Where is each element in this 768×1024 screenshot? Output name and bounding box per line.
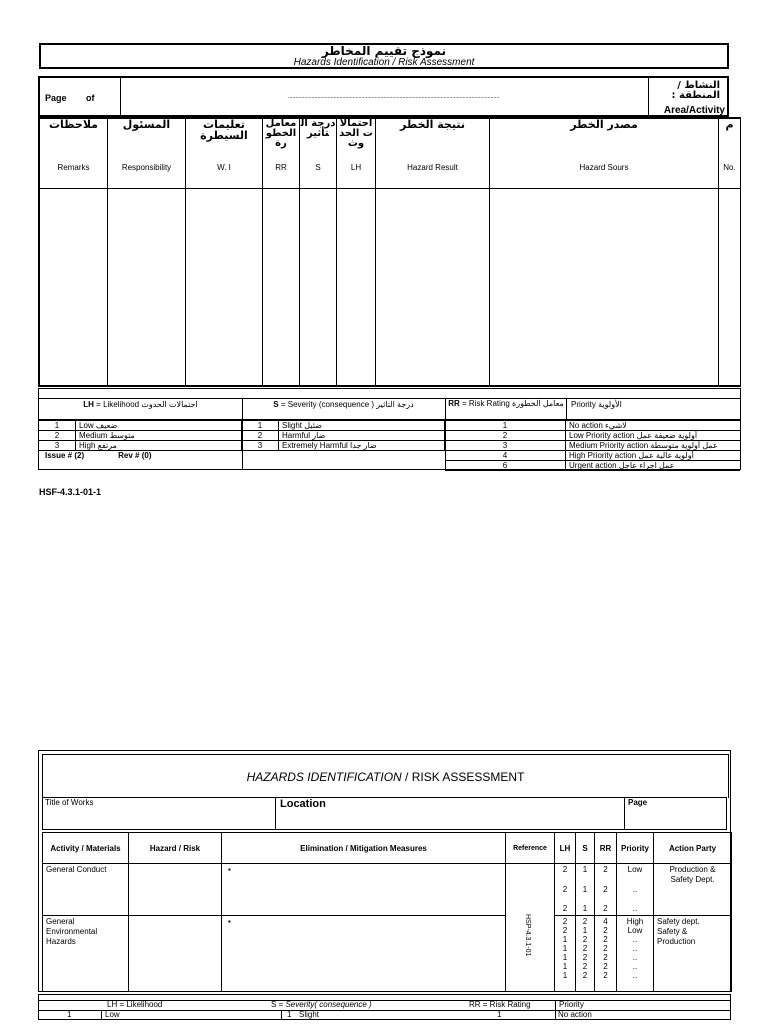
area-label-cell — [648, 78, 728, 115]
col-responsibility-en: Responsibility — [121, 163, 172, 172]
area-label-en: Area/Activity — [663, 105, 725, 116]
col-no — [719, 119, 741, 189]
lh-value: 2 — [562, 904, 568, 913]
form1-code: HSF-4.3.1-01-1 — [39, 487, 102, 497]
page-cell: Page — [628, 798, 648, 807]
legend-lh-block — [39, 399, 243, 469]
of-label: of — [86, 93, 95, 103]
cell-wi[interactable] — [186, 189, 263, 386]
rr-row-n: 6 — [445, 461, 566, 471]
f2-legend-s-label: S = — [271, 1000, 286, 1009]
legend-lh-label: LH — [83, 400, 94, 409]
s-cell — [576, 864, 595, 916]
lh-value: 2 — [562, 865, 568, 874]
rr-value: 2 — [603, 885, 608, 894]
col-responsibility — [108, 119, 186, 189]
rr-value: 2 — [603, 971, 608, 980]
legend-rr-head-text — [445, 400, 567, 408]
col-rr-ar: معامل الخطورة — [265, 119, 297, 149]
bullet-icon: ▪ — [228, 917, 231, 926]
th-s: S — [576, 833, 595, 864]
lh-value: 1 — [562, 971, 568, 980]
rev-number: Rev # (0) — [118, 451, 152, 460]
issue-rev — [39, 451, 242, 460]
rr-value: 2 — [603, 953, 608, 962]
f2-legend-row-line — [39, 1010, 730, 1011]
f2-row-n1: 1 — [67, 1010, 72, 1019]
s-row-t: Slight ضئيل — [279, 421, 445, 431]
col-hazard-source — [490, 119, 719, 189]
col-hazard-result-ar: نتيجة الخطر — [400, 118, 465, 131]
mitigation-cell[interactable] — [222, 864, 506, 916]
form1-grid — [38, 117, 741, 387]
s-row-t: Extremely Harmful ضار جدا — [279, 441, 445, 451]
lh-row-t: High مرتفع — [76, 441, 242, 451]
col-remarks-ar: ملاحظات — [49, 118, 98, 131]
lh-value: 1 — [562, 953, 568, 962]
party-value: Safety dept. — [657, 917, 700, 926]
lh-cell — [555, 864, 576, 916]
col-lh-en: LH — [350, 163, 362, 172]
f2-row-t3: No action — [558, 1010, 592, 1019]
f2-legend-rr: RR = Risk Rating — [469, 1000, 531, 1009]
col-lh — [337, 119, 376, 189]
cell-hazard-result[interactable] — [376, 189, 490, 386]
rr-value: 4 — [603, 917, 608, 926]
col-wi-ar: تعليمات السيطرة — [200, 118, 248, 142]
cell-s[interactable] — [300, 189, 337, 386]
rr-value: 2 — [603, 944, 608, 953]
priority-value: .. — [632, 962, 638, 971]
s-value: 2 — [582, 962, 588, 971]
lh-value: 2 — [562, 917, 568, 926]
activity-cell: General Conduct — [43, 864, 129, 916]
reference-cell — [506, 864, 555, 992]
form2-title — [43, 770, 728, 784]
bullet-icon: ▪ — [228, 865, 231, 874]
lh-value: 1 — [562, 944, 568, 953]
rr-cell — [595, 864, 617, 916]
s-value: 1 — [582, 926, 588, 935]
lh-value: 2 — [562, 885, 568, 894]
cell-no[interactable] — [719, 189, 741, 386]
location-cell — [275, 798, 625, 829]
col-hazard-source-ar: مصدر الخطر — [570, 118, 638, 131]
legend-priority-head: Priority الأولوية — [566, 399, 622, 419]
legend-rr-text: = Risk Rating معامل الخطورة — [459, 399, 564, 408]
priority-cell — [617, 864, 654, 916]
col-s-ar: درجة التأثير — [300, 119, 336, 139]
lh-row-t: Medium متوسط — [76, 431, 242, 441]
legend-rr-table — [445, 420, 740, 471]
party-value: Production & — [669, 865, 716, 874]
form2-title-right: / RISK ASSESSMENT — [401, 770, 525, 784]
s-row-n: 2 — [242, 431, 279, 441]
legend-lh-table — [39, 420, 242, 451]
s-value: 1 — [582, 904, 588, 913]
rr-row-n: 3 — [445, 441, 566, 451]
s-value: 1 — [582, 865, 588, 874]
rr-row-t: Medium Priority action عمل أولوية متوسطة — [566, 441, 741, 451]
lh-row-n: 3 — [39, 441, 76, 451]
legend-top-strip — [39, 389, 740, 399]
th-rr: RR — [595, 833, 617, 864]
col-wi — [186, 119, 263, 189]
col-hazard-result-en: Hazard Result — [407, 163, 458, 172]
priority-value: .. — [632, 953, 638, 962]
priority-value: Low — [627, 926, 643, 935]
cell-rr[interactable] — [263, 189, 300, 386]
form2-row-env-hazards[interactable] — [43, 916, 732, 992]
th-activity: Activity / Materials — [43, 833, 129, 864]
priority-value: High — [626, 917, 644, 926]
lh-cell — [555, 916, 576, 992]
rr-value: 2 — [603, 865, 608, 874]
rr-row-n: 2 — [445, 431, 566, 441]
col-rr — [263, 119, 300, 189]
cell-remarks[interactable] — [40, 189, 108, 386]
s-row-t: Harmful ضار — [279, 431, 445, 441]
title-of-works: Title of Works — [45, 798, 94, 807]
form1-header — [38, 76, 729, 117]
col-remarks-en: Remarks — [57, 163, 90, 172]
f2-row-n3: 1 — [497, 1010, 502, 1019]
form2-table — [42, 832, 732, 992]
party-value: Production — [657, 937, 696, 946]
rr-row-t: Urgent action عمل اجراء عاجل — [566, 461, 741, 471]
area-label-ar: النشاط / المنطقة : — [671, 80, 720, 101]
rr-value: 2 — [603, 935, 608, 944]
cell-responsibility[interactable] — [108, 189, 186, 386]
s-value: 2 — [582, 953, 588, 962]
col-s — [300, 119, 337, 189]
form2-title-left: HAZARDS IDENTIFICATION — [246, 770, 402, 784]
th-reference: Reference — [506, 833, 555, 864]
lh-row-n: 2 — [39, 431, 76, 441]
priority-value: .. — [632, 904, 638, 913]
form2-legend — [38, 994, 731, 1020]
legend-rr-block — [445, 399, 740, 469]
form1-title-box — [39, 43, 729, 69]
f2-row-t2: Slight — [299, 1010, 320, 1019]
legend-rr-label: RR — [448, 399, 460, 408]
priority-value: .. — [632, 935, 638, 944]
party-value: Safety & — [657, 927, 688, 936]
form2-info-row — [42, 797, 727, 830]
col-wi-en: W. I — [217, 163, 231, 172]
area-dots: ................................................................................................................................................ — [288, 94, 500, 100]
col-lh-ar: احتمالات الحدوث — [339, 119, 373, 149]
mitigation-cell[interactable] — [222, 916, 506, 992]
legend-s-head — [242, 399, 445, 420]
priority-value: .. — [632, 971, 638, 980]
f2-legend-priority: Priority — [555, 1000, 584, 1020]
legend-s-block — [242, 399, 446, 469]
f2-row-n2: 1 — [281, 1010, 291, 1020]
th-priority: Priority — [617, 833, 654, 864]
col-no-ar: م — [725, 118, 734, 131]
party-cell — [654, 916, 732, 992]
rr-row-t: High Priority action أولوية عالية عمل — [566, 451, 741, 461]
col-hazard-result — [376, 119, 490, 189]
priority-value: .. — [632, 944, 638, 953]
col-responsibility-ar: المسئول — [122, 118, 171, 131]
s-cell — [576, 916, 595, 992]
col-rr-en: RR — [275, 163, 287, 172]
s-row-n: 3 — [242, 441, 279, 451]
form1-entry-row[interactable] — [40, 189, 741, 386]
lh-row-n: 1 — [39, 421, 76, 431]
rr-value: 2 — [603, 904, 608, 913]
col-remarks — [40, 119, 108, 189]
legend-s-table — [242, 420, 445, 451]
rr-row-t: Low Priority action أولوية ضعيفة عمل — [566, 431, 741, 441]
form2 — [38, 750, 731, 992]
form2-row-general-conduct[interactable] — [43, 864, 732, 916]
form1-title-ar: نموذج تقييم المخاطر — [321, 44, 447, 58]
rr-cell — [595, 916, 617, 992]
col-s-en: S — [315, 163, 321, 172]
legend-s-label: S — [273, 400, 279, 409]
issue-number: Issue # (2) — [45, 451, 85, 460]
f2-row-t1: Low — [101, 1010, 120, 1020]
s-row-n: 1 — [242, 421, 279, 431]
rr-row-t: No action لاشيء — [566, 421, 741, 431]
s-value: 2 — [582, 935, 588, 944]
form2-inner-title — [42, 754, 729, 798]
cell-hazard-source[interactable] — [490, 189, 719, 386]
party-value: Safety Dept. — [670, 875, 715, 884]
legend-lh-text: = Likelihood احتمالات الحدوث — [93, 400, 198, 409]
hazard-cell[interactable] — [129, 916, 222, 992]
legend-lh-head — [39, 399, 242, 420]
th-mitigation: Elimination / Mitigation Measures — [222, 833, 506, 864]
lh-row-t: Low ضعيف — [76, 421, 242, 431]
reference-vertical: HSP-4.3.1-01 — [524, 914, 531, 957]
s-value: 2 — [582, 944, 588, 953]
legend-s-text: = Severity (consequence ) درجة التاثير — [278, 400, 414, 409]
th-lh: LH — [555, 833, 576, 864]
s-value: 2 — [582, 917, 588, 926]
s-value: 2 — [582, 971, 588, 980]
page-label: Page — [45, 93, 67, 103]
hazard-cell[interactable] — [129, 864, 222, 916]
legend-rr-head — [445, 399, 740, 420]
party-cell — [654, 864, 732, 916]
th-hazard: Hazard / Risk — [129, 833, 222, 864]
f2-legend-s — [271, 1000, 372, 1009]
activity-cell: General Environmental Hazards — [43, 916, 129, 992]
priority-value: .. — [632, 885, 638, 894]
rr-row-n: 4 — [445, 451, 566, 461]
priority-value: Low — [627, 865, 643, 874]
page-of-cell — [40, 78, 121, 115]
col-hazard-source-en: Hazard Sours — [579, 163, 629, 172]
priority-cell — [617, 916, 654, 992]
form1-title-en: Hazards Identification / Risk Assessment — [293, 57, 475, 68]
lh-value: 1 — [562, 935, 568, 944]
form1-grid-table — [39, 118, 741, 386]
s-value: 1 — [582, 885, 588, 894]
cell-lh[interactable] — [337, 189, 376, 386]
col-no-en: No. — [723, 163, 736, 172]
lh-value: 2 — [562, 926, 568, 935]
rr-value: 2 — [603, 926, 608, 935]
rr-row-n: 1 — [445, 421, 566, 431]
lh-value: 1 — [562, 962, 568, 971]
location-label: Location — [280, 798, 326, 810]
f2-legend-lh: LH = Likelihood — [107, 1000, 163, 1009]
rr-value: 2 — [603, 962, 608, 971]
f2-legend-s-text: Severity( consequence ) — [285, 1000, 372, 1009]
th-action-party: Action Party — [654, 833, 732, 864]
form1-legend — [38, 388, 741, 470]
